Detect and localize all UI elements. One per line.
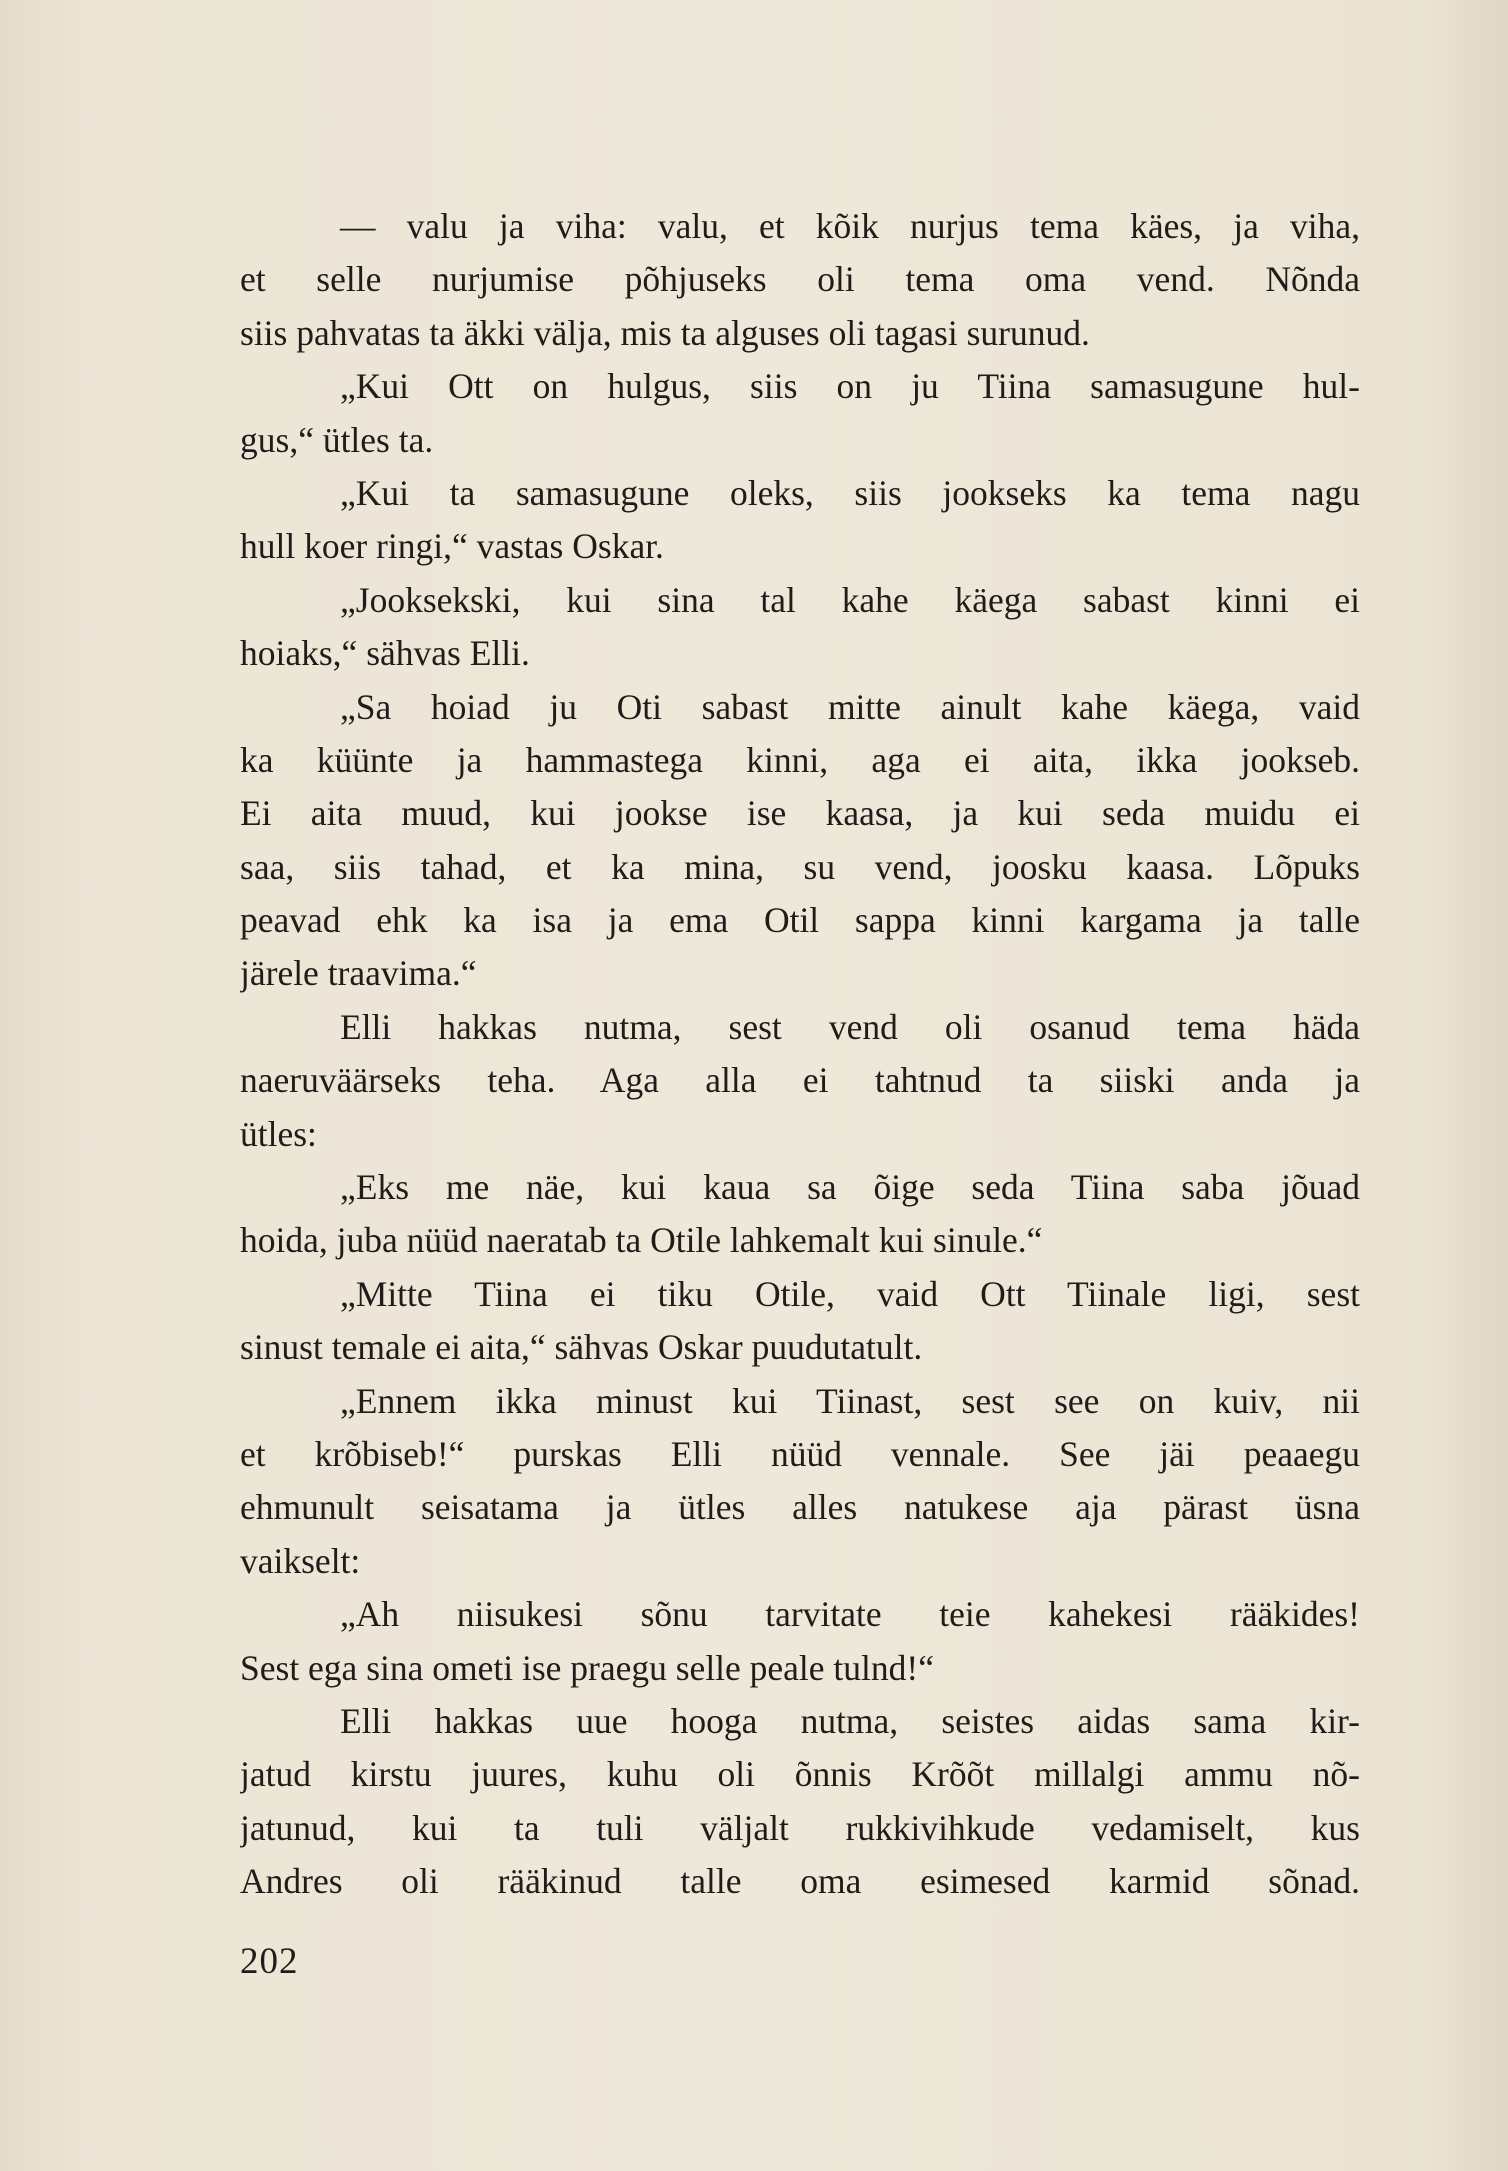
text-line: — valu ja viha: valu, et kõik nurjus tema käes, ja viha, <box>340 206 1360 246</box>
text-line: hoida, juba nüüd naeratab ta Otile lahkemalt kui sinule.“ <box>240 1220 1043 1261</box>
text-line: „Eks me näe, kui kaua sa õige seda Tiina saba jõuad <box>340 1167 1360 1208</box>
text-line: jatud kirstu juures, kuhu oli õnnis Krõõt millalgi ammu nõ- <box>240 1754 1360 1795</box>
text-line: „Jooksekski, kui sina tal kahe käega sabast kinni ei <box>340 579 1360 620</box>
text-line: „Sa hoiad ju Oti sabast mitte ainult kahe käega, vaid <box>340 686 1360 727</box>
text-line: et selle nurjumise põhjuseks oli tema oma vend. Nõnda <box>240 259 1360 300</box>
text-line: Elli hakkas uue hooga nutma, seistes aidas sama kir- <box>340 1700 1360 1741</box>
text-line: hull koer ringi,“ vastas Oskar. <box>240 526 664 567</box>
text-line: saa, siis tahad, et ka mina, su vend, joosku kaasa. Lõpuks <box>240 846 1360 887</box>
text-line: Ei aita muud, kui jookse ise kaasa, ja kui seda muidu ei <box>240 793 1360 834</box>
text-line: „Kui ta samasugune oleks, siis jookseks ka tema nagu <box>340 472 1360 513</box>
text-line: järele traavima.“ <box>240 953 477 994</box>
text-line: jatunud, kui ta tuli väljalt rukkivihkude vedamiselt, kus <box>240 1807 1360 1848</box>
text-line: naeruväärseks teha. Aga alla ei tahtnud ta siiski anda ja <box>240 1060 1360 1101</box>
body-text <box>240 200 1360 1909</box>
text-line: „Mitte Tiina ei tiku Otile, vaid Ott Tiinale ligi, sest <box>340 1273 1360 1314</box>
text-line: vaikselt: <box>240 1540 361 1581</box>
text-line: ütles: <box>240 1113 317 1154</box>
text-line: ka küünte ja hammastega kinni, aga ei aita, ikka jookseb. <box>240 739 1360 780</box>
text-line: Sest ega sina ometi ise praegu selle peale tulnd!“ <box>240 1647 934 1688</box>
text-line: Andres oli rääkinud talle oma esimesed karmid sõnad. <box>240 1861 1360 1902</box>
page-number: 202 <box>240 1941 299 1982</box>
text-line: peavad ehk ka isa ja ema Otil sappa kinni kargama ja talle <box>240 900 1360 941</box>
text-line: sinust temale ei aita,“ sähvas Oskar puudutatult. <box>240 1327 923 1368</box>
text-line: „Ennem ikka minust kui Tiinast, sest see on kuiv, nii <box>340 1380 1360 1421</box>
text-line: hoiaks,“ sähvas Elli. <box>240 633 530 674</box>
text-line: „Ah niisukesi sõnu tarvitate teie kahekesi rääkides! <box>340 1594 1360 1635</box>
text-line: Elli hakkas nutma, sest vend oli osanud tema häda <box>340 1006 1360 1047</box>
text-line: ehmunult seisatama ja ütles alles natukese aja pärast üsna <box>240 1487 1360 1528</box>
text-line: et krõbiseb!“ purskas Elli nüüd vennale. See jäi peaaegu <box>240 1433 1360 1474</box>
text-line: gus,“ ütles ta. <box>240 419 434 460</box>
text-line: „Kui Ott on hulgus, siis on ju Tiina samasugune hul- <box>340 366 1360 407</box>
text-line: siis pahvatas ta äkki välja, mis ta alguses oli tagasi surunud. <box>240 312 1090 353</box>
